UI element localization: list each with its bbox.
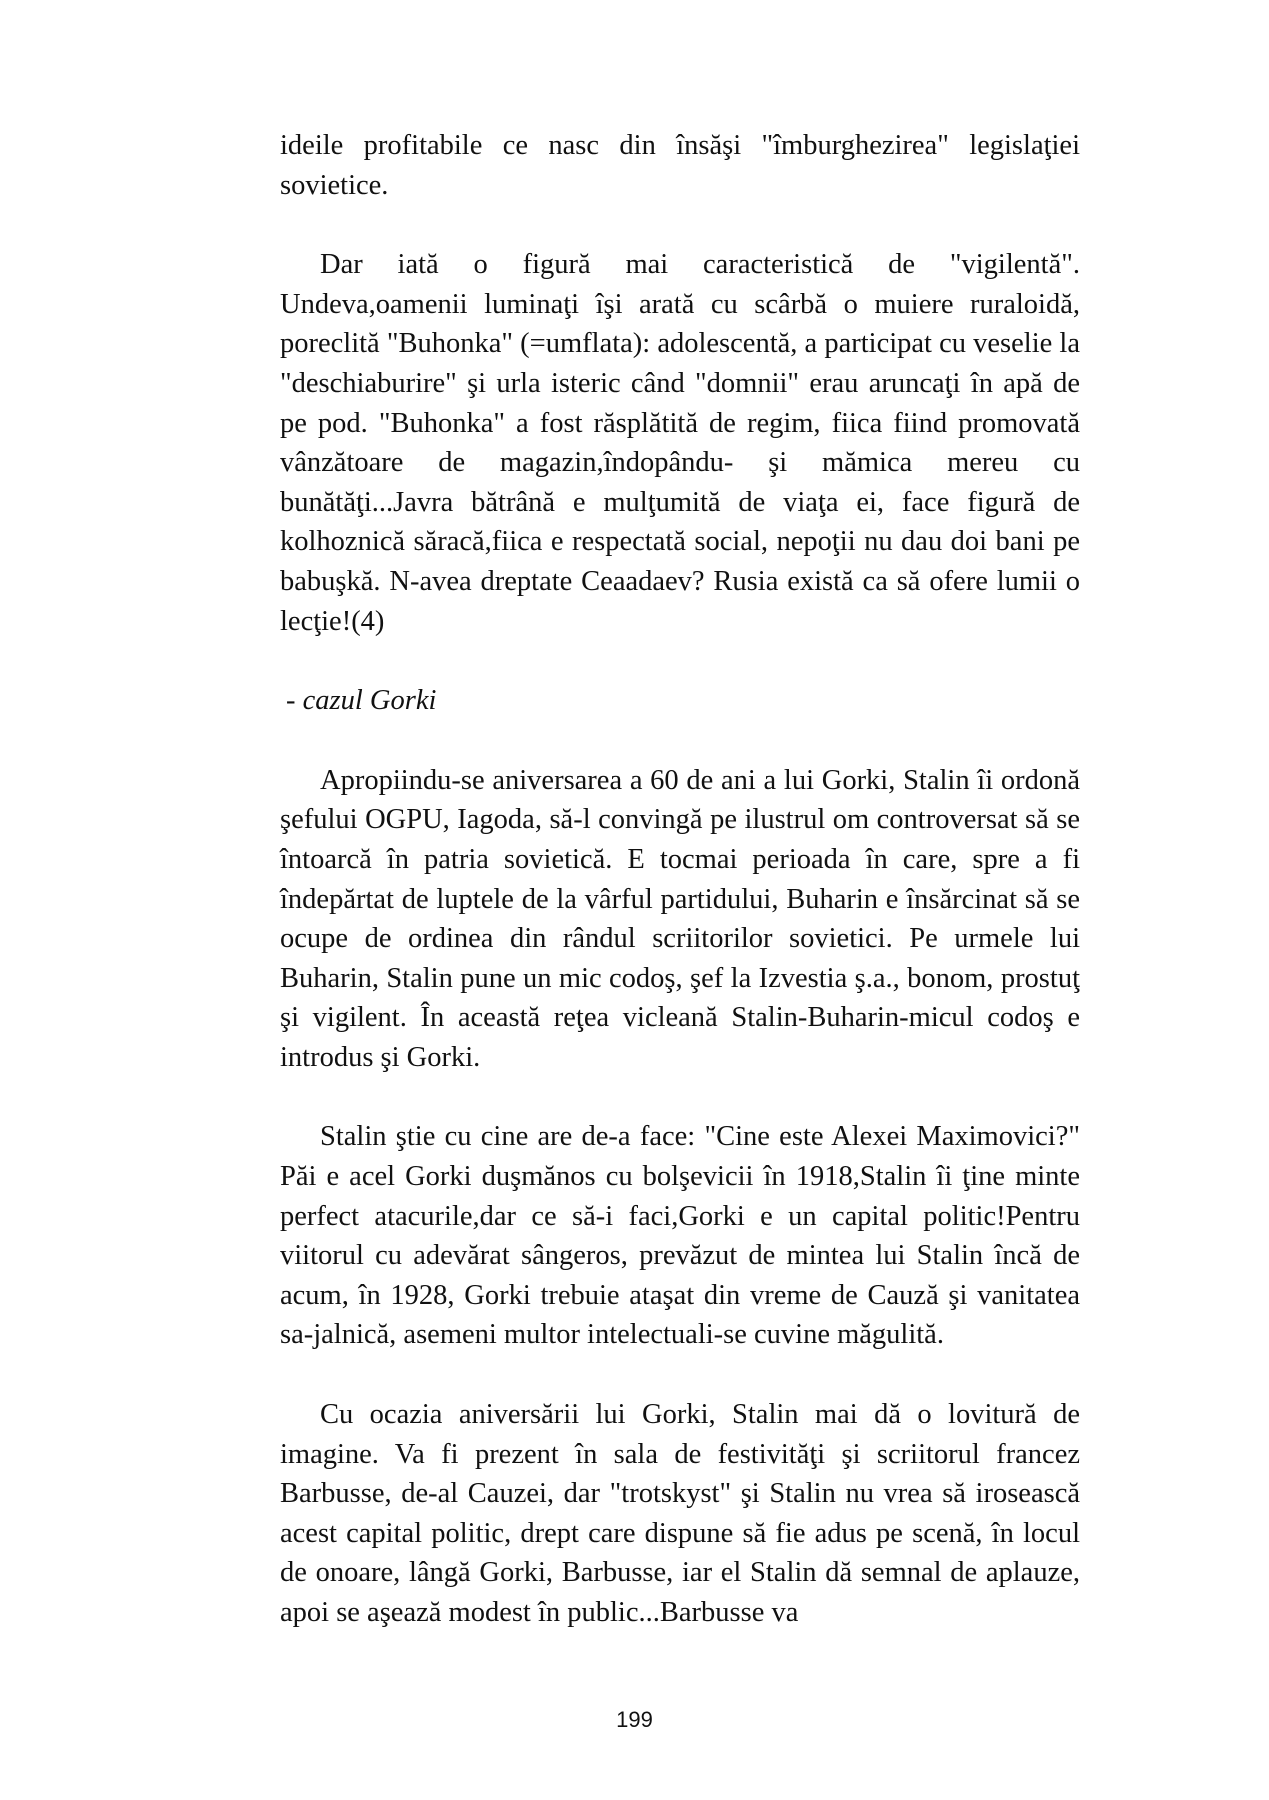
page-body — [280, 126, 1080, 1673]
paragraph-continuation: ideile profitabile ce nasc din însăşi "îmburghezirea" legislaţiei sovietice. — [280, 130, 1080, 201]
paragraph-buhonka: Dar iată o figură mai caracteristică de "vigilentă". Undeva,oamenii luminaţi îşi arată cu scârbă o muiere ruraloidă, poreclită "Buhonka" (=umflata): adolescentă, a participat cu veselie la "deschiaburire" şi urla isteric când "domnii" erau aruncaţi în apă de pe pod. "Buhonka" a fost răsplătită de regim, fiica fiind promovată vânzătoare de magazin,îndopându- şi mămica mereu cu bunătăţi...Javra bătrână e mulţumită de viaţa ei, face figură de kolhoznică săracă,fiica e respectată social, nepoţii nu dau doi bani pe babuşkă. N-avea dreptate Ceaadaev? Rusia există ca să ofere lumii o lecţie!(4) — [280, 249, 1080, 637]
section-heading-title: cazul Gorki — [302, 685, 437, 717]
section-heading-dash: - — [286, 685, 303, 717]
section-heading — [280, 681, 1080, 721]
paragraph-gorki-anniversary: Apropiindu-se aniversarea a 60 de ani a lui Gorki, Stalin îi ordonă şefului OGPU, Iagoda, să-l convingă pe ilustrul om controversat să se întoarcă în patria sovietică. E tocmai perioada în care, spre a fi îndepărtat de luptele de la vârful partidului, Buharin e însărcinat să se ocupe de ordinea din rândul scriitorilor sovietici. Pe urmele lui Buharin, Stalin pune un mic codoş, şef la Izvestia ş.a., bonom, prostuţ şi vigilent. În această reţea vicleană Stalin-Buharin-micul codoş e introdus şi Gorki. — [280, 764, 1080, 1073]
paragraph-stalin-knows: Stalin ştie cu cine are de-a face: "Cine este Alexei Maximovici?" Păi e acel Gorki duşmănos cu bolşevicii în 1918,Stalin îi ţine minte perfect atacurile,dar ce să-i faci,Gorki e un capital politic!Pentru viitorul cu adevărat sângeros, prevăzut de mintea lui Stalin încă de acum, în 1928, Gorki trebuie ataşat din vreme de Cauză şi vanitatea sa-jalnică, asemeni multor intelectuali-se cuvine măgulită. — [280, 1121, 1080, 1351]
paragraph-barbusse: Cu ocazia aniversării lui Gorki, Stalin mai dă o lovitură de imagine. Va fi prezent în sala de festivităţi şi scriitorul francez Barbusse, de-al Cauzei, dar "trotskyst" şi Stalin nu vrea să irosească acest capital politic, drept care dispune să fie adus pe scenă, în locul de onoare, lângă Gorki, Barbusse, iar el Stalin dă semnal de aplauze, apoi se aşează modest în public...Barbusse va — [280, 1399, 1080, 1628]
page-number: 199 — [616, 1707, 653, 1732]
